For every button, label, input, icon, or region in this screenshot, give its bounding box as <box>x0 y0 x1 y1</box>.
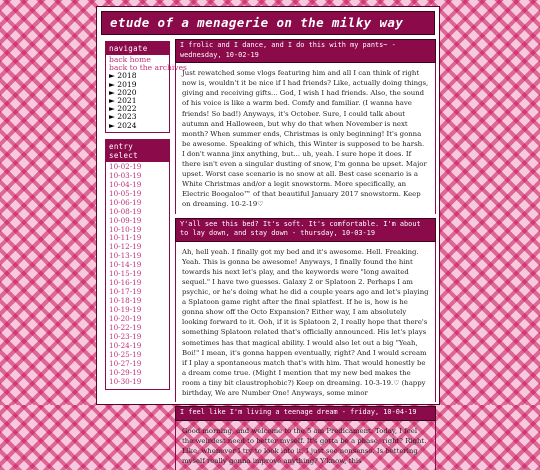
entry-date-link[interactable]: 10-02-19 <box>109 161 142 171</box>
entry-date-link[interactable]: 10-14-19 <box>109 260 142 270</box>
post <box>175 218 436 403</box>
entry-date-link[interactable]: 10-15-19 <box>109 269 142 279</box>
post-body: Ah, hell yeah. I finally got my bed and it's awesome. Hell. Freaking. Yeah. This is gonna be awesome! Anyways, I finally found the hint towards his next let's play, and the keywords were "long awaited sequel." I have two guesses. Galaxy 2 or Splatoon 2. Perhaps I am psychic, or he's doing what he did a couple years ago and let's playing a Splatoon game right after the final splatfest. If he is, how is he gonna show off the Octo Expansion? Either way, I am absolutely looking forward to it. Ooh, if it is Splatoon 2, I really hope that there's something Splatoon related that's officially announced. His let's plays sometimes has that magical ability. I would also let out a big "Yeah, Boi!" I mean, it's gonna happen eventually, right? And I would scream if I play a spontaneous match that's with him. That would honestly be a dream come true. (Might I mention that my new bed makes the room a tiny bit claustrophobic?) Keep on dreaming. 10-3-19.♡ (happy birthday, We are Number One! Anyways, some minor <box>175 242 436 402</box>
entry-date-link[interactable]: 10-23-19 <box>109 331 142 341</box>
entry-date-link[interactable]: 10-20-19 <box>109 314 142 324</box>
entry-date-list <box>106 162 169 389</box>
entry-date-link[interactable]: 10-11-19 <box>109 233 142 243</box>
entry-date-link[interactable]: 10-17-19 <box>109 287 142 297</box>
site-header <box>101 11 435 35</box>
main-frame <box>96 6 440 465</box>
entry-date-link[interactable]: 10-08-19 <box>109 206 142 216</box>
entry-date-link[interactable]: 10-19-19 <box>109 305 142 315</box>
year-2021[interactable]: ► 2021 <box>109 96 137 106</box>
year-2018[interactable]: ► 2018 <box>109 71 137 81</box>
entry-date-link[interactable]: 10-27-19 <box>109 358 142 368</box>
post <box>175 39 436 214</box>
entry-date-link[interactable]: 10-10-19 <box>109 224 142 234</box>
navigate-box <box>105 41 187 133</box>
entry-date-link[interactable]: 10-16-19 <box>109 278 142 288</box>
post-heading: Y'all see this bed? It's soft. It's comfortable. I'm about to lay down, and stay down - thursday, 10-03-19 <box>175 218 436 242</box>
post-feed[interactable] <box>175 35 436 465</box>
entry-date-link[interactable]: 10-13-19 <box>109 251 142 261</box>
entry-select-heading: entry select <box>106 140 169 162</box>
year-2020[interactable]: ► 2020 <box>109 87 137 97</box>
entry-date-link[interactable]: 10-12-19 <box>109 242 142 252</box>
post-heading: I frolic and I dance, and I do this with my pants~ - wednesday, 10-02-19 <box>175 39 436 63</box>
entry-select-box <box>105 139 170 390</box>
year-2024[interactable]: ► 2024 <box>109 120 137 130</box>
sidebar <box>105 41 187 396</box>
entry-date-link[interactable]: 10-06-19 <box>109 197 142 207</box>
post-heading: I feel like I'm living a teenage dream - friday, 10-04-19 <box>175 406 436 421</box>
entry-date-link[interactable]: 10-24-19 <box>109 340 142 350</box>
entry-date-link[interactable]: 10-30-19 <box>109 376 142 386</box>
back-to-archives-link[interactable]: back to the archives <box>109 63 187 73</box>
post-body: Just rewatched some vlogs featuring him and all I can think of right now is, wouldn't it be nice if I had friends? Like, actually doing things, giving and receiving gifts... God, I wish I had friends. Also, the sound of his voice is like a warm bed. Comfy and familiar. (I wanna have friends! So bad!) Anyways, it's October. Sure, I could talk about autumn and Halloween, but why do that when November is next month? When summer ends, Christmas is only beginning! It's gonna be awesome. Speaking of which, this Winter is supposed to be harsh. I don't wanna jinx anything, but... uh, yeah. I sure hope it does. If there isn't even a singular dusting of snow, I'm gonna be upset. Major upset. Worst case scenario is no snow at all. Best case scenario is a White Christmas and/or a legit snowstorm. More specifically, an Electric Boogaloo™ of that beautiful January 2017 snowstorm. Keep on dreaming. 10-2-19♡ <box>175 63 436 213</box>
entry-date-link[interactable]: 10-05-19 <box>109 188 142 198</box>
entry-date-link[interactable]: 10-22-19 <box>109 322 142 332</box>
entry-date-link[interactable]: 10-09-19 <box>109 215 142 225</box>
post-body: Good morning, and welcome to the 5 am Predicament. Today, I feel the weirdest need to better myself. It's gotta be a phase, right? Right. Like, whenever I try to look into it, I just see nonsense. Is bettering myself really gonna improve anything? Y'know, this <box>175 421 436 470</box>
entry-date-link[interactable]: 10-18-19 <box>109 296 142 306</box>
entry-date-link[interactable]: 10-03-19 <box>109 170 142 180</box>
entry-date-link[interactable]: 10-04-19 <box>109 179 142 189</box>
site-title: etude of a menagerie on the milky way <box>110 15 404 30</box>
post <box>175 406 436 470</box>
year-2019[interactable]: ► 2019 <box>109 79 137 89</box>
year-2022[interactable]: ► 2022 <box>109 104 137 114</box>
year-2023[interactable]: ► 2023 <box>109 112 137 122</box>
back-home-link[interactable]: back home <box>109 55 151 64</box>
navigate-heading: navigate <box>106 42 169 55</box>
entry-date-link[interactable]: 10-25-19 <box>109 349 142 359</box>
entry-date-link[interactable]: 10-29-19 <box>109 367 142 377</box>
